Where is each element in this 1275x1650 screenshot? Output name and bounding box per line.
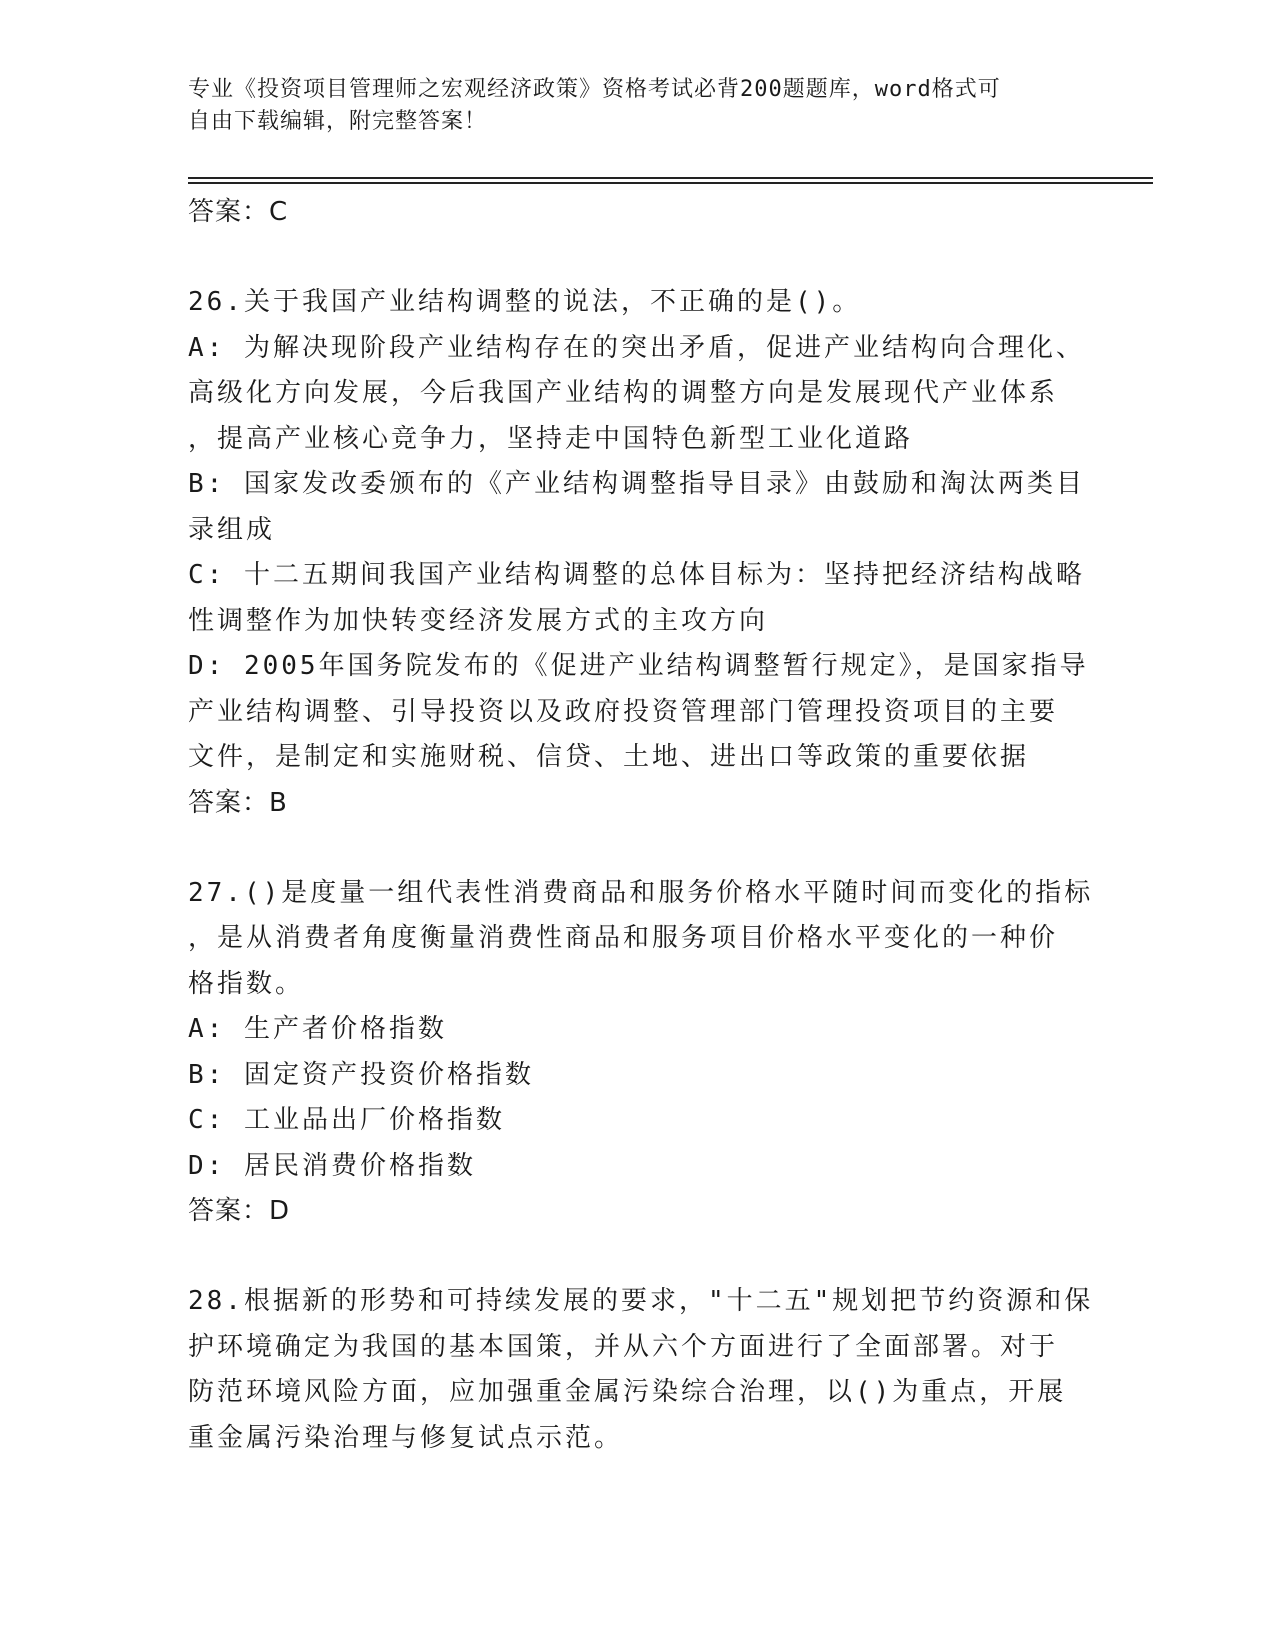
option-b-line-1: B: 国家发改委颁布的《产业结构调整指导目录》由鼓励和淘汰两类目 bbox=[188, 469, 1085, 499]
option-d: D: 居民消费价格指数 bbox=[188, 1150, 476, 1181]
question-stem-line-2: 护环境确定为我国的基本国策，并从六个方面进行了全面部署。对于 bbox=[188, 1331, 1059, 1362]
answer-25: 答案：C bbox=[188, 197, 289, 227]
document-header bbox=[188, 74, 1068, 138]
spacer bbox=[188, 234, 1088, 280]
spacer bbox=[188, 1233, 1088, 1279]
question-stem-line-4: 重金属污染治理与修复试点示范。 bbox=[188, 1422, 624, 1453]
question-26 bbox=[188, 280, 1088, 825]
header-divider-top bbox=[188, 177, 1153, 179]
option-c-line-2: 性调整作为加快转变经济发展方式的主攻方向 bbox=[188, 605, 769, 636]
spacer bbox=[188, 825, 1088, 871]
option-d-line-2: 产业结构调整、引导投资以及政府投资管理部门管理投资项目的主要 bbox=[188, 696, 1059, 727]
question-stem-line-1: 27.()是度量一组代表性消费商品和服务价格水平随时间而变化的指标 bbox=[188, 877, 1094, 908]
question-27 bbox=[188, 871, 1094, 1234]
option-a-line-3: ，提高产业核心竞争力，坚持走中国特色新型工业化道路 bbox=[188, 423, 914, 454]
question-stem-line-1: 28.根据新的形势和可持续发展的要求，"十二五"规划把节约资源和保 bbox=[188, 1286, 1094, 1316]
answer-26: 答案：B bbox=[188, 787, 288, 818]
option-a: A: 生产者价格指数 bbox=[188, 1014, 447, 1044]
question-stem-line-3: 格指数。 bbox=[188, 968, 305, 999]
question-stem: 26.关于我国产业结构调整的说法，不正确的是()。 bbox=[188, 287, 862, 317]
option-d-line-1: D: 2005年国务院发布的《促进产业结构调整暂行规定》，是国家指导 bbox=[188, 651, 1089, 681]
question-stem-line-3: 防范环境风险方面，应加强重金属污染综合治理，以()为重点，开展 bbox=[188, 1377, 1067, 1407]
header-line-1: 专业《投资项目管理师之宏观经济政策》资格考试必背200题题库，word格式可 bbox=[188, 77, 1001, 102]
header-line-2: 自由下载编辑，附完整答案！ bbox=[188, 109, 488, 134]
option-c: C: 工业品出厂价格指数 bbox=[188, 1105, 505, 1135]
answer-27: 答案：D bbox=[188, 1196, 291, 1226]
question-28 bbox=[188, 1279, 1094, 1461]
document-body bbox=[188, 190, 1094, 1461]
option-a-line-2: 高级化方向发展，今后我国产业结构的调整方向是发展现代产业体系 bbox=[188, 378, 1059, 408]
option-a-line-1: A: 为解决现阶段产业结构存在的突出矛盾，促进产业结构向合理化、 bbox=[188, 332, 1085, 363]
option-b: B: 固定资产投资价格指数 bbox=[188, 1059, 534, 1090]
header-divider-bottom bbox=[188, 182, 1153, 184]
option-c-line-1: C: 十二五期间我国产业结构调整的总体目标为：坚持把经济结构战略 bbox=[188, 560, 1085, 590]
question-stem-line-2: ，是从消费者角度衡量消费性商品和服务项目价格水平变化的一种价 bbox=[188, 923, 1059, 953]
option-d-line-3: 文件，是制定和实施财税、信贷、土地、进出口等政策的重要依据 bbox=[188, 742, 1030, 772]
option-b-line-2: 录组成 bbox=[188, 514, 276, 545]
